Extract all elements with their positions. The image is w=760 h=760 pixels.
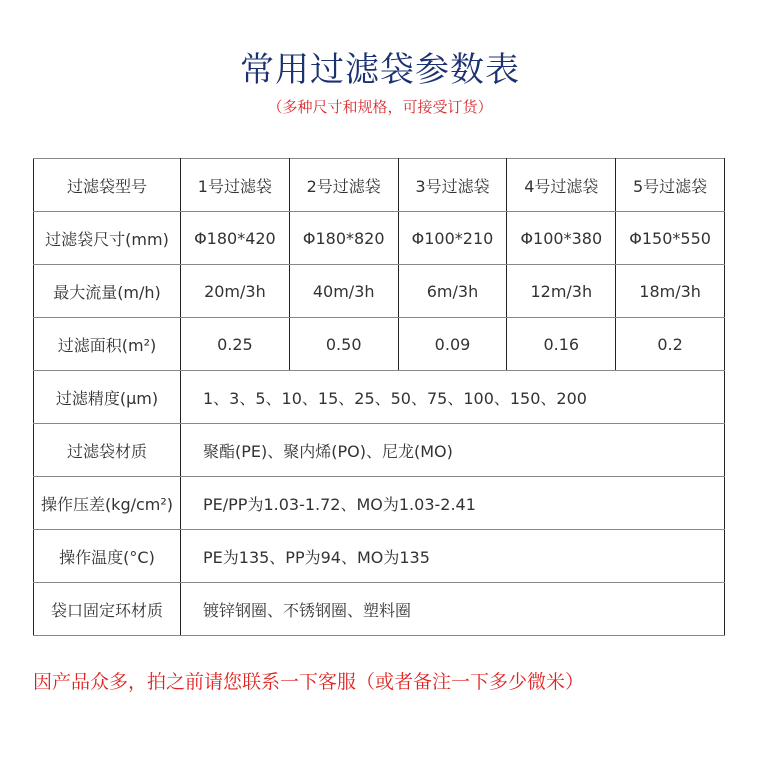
table-cell: 0.16 <box>507 318 616 371</box>
table-row-temp <box>34 530 725 583</box>
table-cell: 聚酯(PE)、聚内烯(PO)、尼龙(MO) <box>181 424 725 477</box>
table-cell: 1、3、5、10、15、25、50、75、100、150、200 <box>181 371 725 424</box>
table-cell: 40m/3h <box>289 265 398 318</box>
table-cell: 12m/3h <box>507 265 616 318</box>
row-label: 最大流量(m/h) <box>34 265 181 318</box>
row-label: 过滤袋材质 <box>34 424 181 477</box>
table-cell: 0.2 <box>616 318 725 371</box>
table-cell: Φ100*380 <box>507 212 616 265</box>
table-row-header <box>34 159 725 212</box>
table-cell: Φ180*820 <box>289 212 398 265</box>
table-cell: PE/PP为1.03-1.72、MO为1.03-2.41 <box>181 477 725 530</box>
table-cell: 18m/3h <box>616 265 725 318</box>
table-cell: Φ180*420 <box>181 212 290 265</box>
table-row-material <box>34 424 725 477</box>
table-cell: 20m/3h <box>181 265 290 318</box>
table-cell: 6m/3h <box>398 265 507 318</box>
table-cell: Φ150*550 <box>616 212 725 265</box>
footer-note: 因产品众多，拍之前请您联系一下客服（或者备注一下多少微米） <box>33 671 585 693</box>
table-cell: 3号过滤袋 <box>398 159 507 212</box>
table-row-size <box>34 212 725 265</box>
table-cell: PE为135、PP为94、MO为135 <box>181 530 725 583</box>
table-row-precision <box>34 371 725 424</box>
table-cell: 1号过滤袋 <box>181 159 290 212</box>
table-cell: 5号过滤袋 <box>616 159 725 212</box>
subtitle: （多种尺寸和规格，可接受订货） <box>267 98 493 116</box>
table-cell: 0.25 <box>181 318 290 371</box>
page-title: 常用过滤袋参数表 <box>240 50 520 90</box>
table-row-pressure <box>34 477 725 530</box>
table-row-area <box>34 318 725 371</box>
row-label: 操作温度(°C) <box>34 530 181 583</box>
row-label: 过滤袋型号 <box>34 159 181 212</box>
row-label: 过滤袋尺寸(mm) <box>34 212 181 265</box>
table-cell: 2号过滤袋 <box>289 159 398 212</box>
table-cell: 镀锌钢圈、不锈钢圈、塑料圈 <box>181 583 725 636</box>
table-cell: Φ100*210 <box>398 212 507 265</box>
parameter-table <box>33 158 725 636</box>
row-label: 操作压差(kg/cm²) <box>34 477 181 530</box>
row-label: 过滤精度(µm) <box>34 371 181 424</box>
table-cell: 0.50 <box>289 318 398 371</box>
table-row-ring <box>34 583 725 636</box>
table-cell: 0.09 <box>398 318 507 371</box>
table-row-flow <box>34 265 725 318</box>
table-cell: 4号过滤袋 <box>507 159 616 212</box>
row-label: 过滤面积(m²) <box>34 318 181 371</box>
row-label: 袋口固定环材质 <box>34 583 181 636</box>
